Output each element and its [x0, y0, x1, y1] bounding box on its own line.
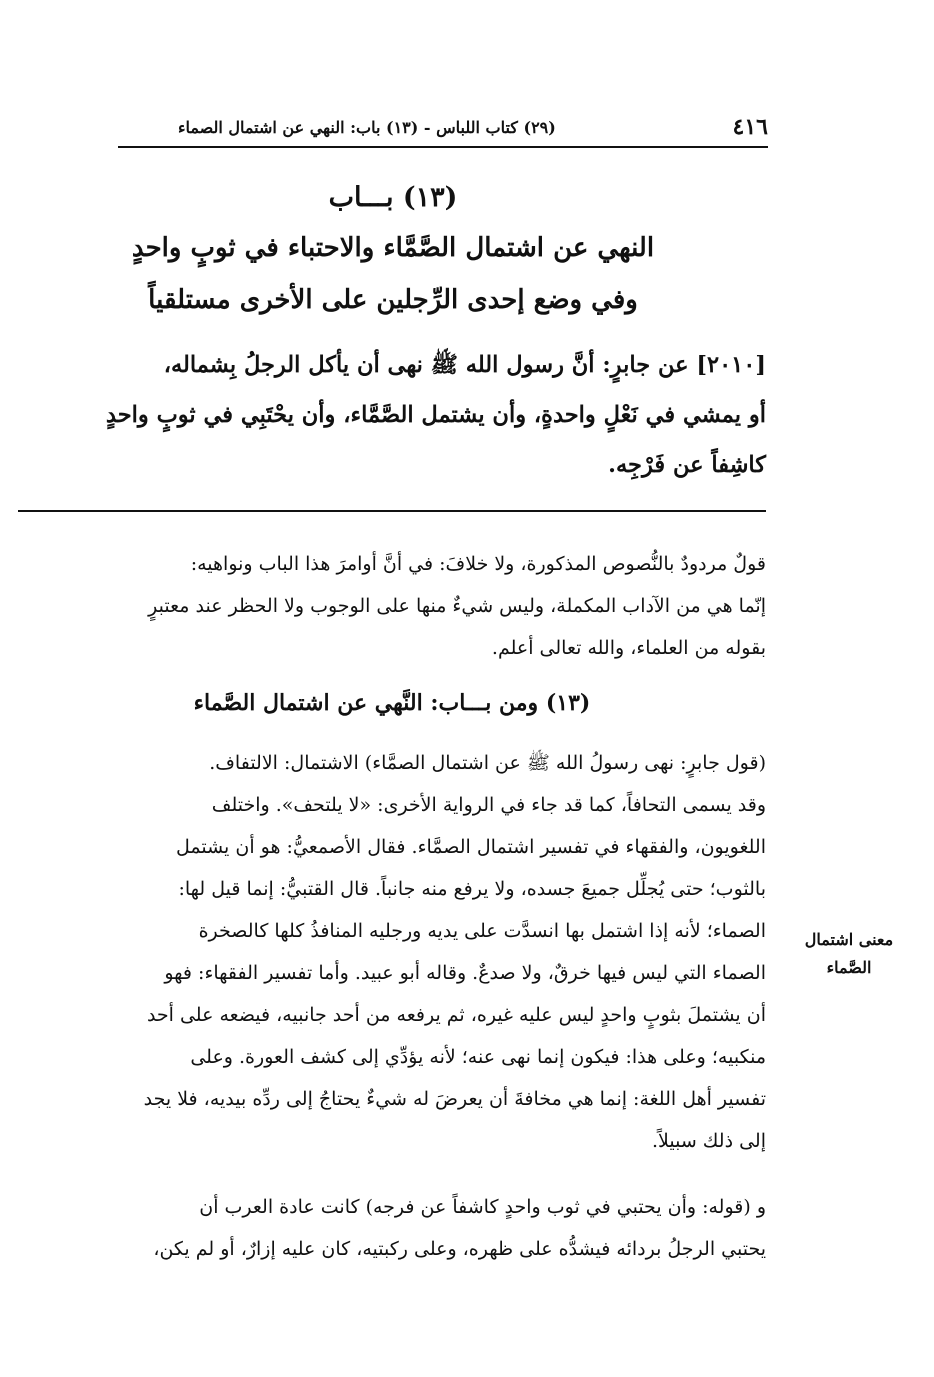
hadith-line: [٢٠١٠] عن جابرٍ: أنَّ رسول الله ﷺ نهى أن يأكل الرجلُ بِشماله،	[163, 352, 766, 378]
margin-note	[774, 926, 924, 982]
commentary-line: إلى ذلك سبيلاً.	[651, 1130, 766, 1152]
hadith-line: كاشِفاً عن فَرْجِه.	[608, 452, 766, 478]
chapter-heading	[18, 174, 768, 326]
commentary-line: بقوله من العلماء، والله تعالى أعلم.	[491, 637, 766, 659]
chapter-number: (١٣) بـــاب	[328, 182, 458, 213]
page-number: ٤١٦	[732, 114, 768, 140]
running-title: (٢٩) كتاب اللباس - (١٣) باب: النهي عن اشتمال الصماء	[178, 118, 556, 137]
commentary-line: يحتبي الرجلُ بردائه فيشدُّه على ظهره، وعلى ركبتيه، كان عليه إزارٌ، أو لم يكن،	[153, 1238, 766, 1260]
commentary-line: تفسير أهل اللغة: إنما هي مخافةَ أن يعرضَ له شيءٌ يحتاجُ إلى ردِّه بيديه، فلا يجد	[143, 1088, 766, 1110]
commentary-line: اللغويون، والفقهاء في تفسير اشتمال الصمَّاء. فقال الأصمعيُّ: هو أن يشتمل	[176, 836, 766, 858]
section-divider	[18, 510, 766, 512]
commentary-line: الصماء التي ليس فيها خرقٌ، ولا صدعٌ. وقاله أبو عبيد. وأما تفسير الفقهاء: فهو	[164, 962, 766, 984]
commentary-line: أن يشتملَ بثوبٍ واحدٍ ليس عليه غيره، ثم يرفعه من أحد جانبيه، فيضعه على أحد	[146, 1004, 766, 1026]
commentary-line: منكبيه؛ وعلى هذا: فيكون إنما نهى عنه؛ لأنه يؤدِّي إلى كشف العورة. وعلى	[190, 1046, 766, 1068]
commentary-line: بالثوب؛ حتى يُجلِّل جميعَ جسده، ولا يرفع منه جانباً. قال القتبيُّ: إنما قيل لها:	[178, 878, 766, 900]
running-header	[118, 112, 768, 148]
hadith-text	[18, 340, 766, 490]
commentary-explanation	[18, 742, 766, 1162]
commentary-line: (قول جابرٍ: نهى رسولُ الله ﷺ عن اشتمال الصمَّاء) الاشتمال: الالتفاف.	[209, 752, 766, 774]
section-heading: (١٣) ومن بـــاب: النَّهي عن اشتمال الصَّماء	[193, 690, 591, 716]
commentary-final	[18, 1186, 766, 1270]
commentary-continuation	[18, 543, 766, 669]
commentary-line: قولٌ مردودٌ بالنُّصوص المذكورة، ولا خلافَ: في أنَّ أوامرَ هذا الباب ونواهيه:	[190, 553, 766, 575]
margin-note-line: الصَّماء	[826, 958, 872, 977]
commentary-line: إنّما هي من الآداب المكملة، وليس شيءٌ منها على الوجوب ولا الحظر عند معتبرٍ	[148, 595, 766, 617]
commentary-line: وقد يسمى التحافاً، كما قد جاء في الرواية الأخرى: «لا يلتحف». واختلف	[211, 794, 766, 816]
commentary-line: الصماء؛ لأنه إذا اشتمل بها انسدَّت على يديه ورجليه المنافذُ كلها كالصخرة	[198, 920, 766, 942]
commentary-line: و (قوله: وأن يحتبي في ثوب واحدٍ كاشفاً عن فرجه) كانت عادة العرب أن	[199, 1196, 766, 1218]
chapter-title-line-1: النهي عن اشتمال الصَّمَّاء والاحتباء في ثوبٍ واحدٍ	[131, 233, 655, 263]
chapter-title-line-2: وفي وضع إحدى الرِّجلين على الأخرى مستلقياً	[148, 285, 638, 315]
hadith-line: أو يمشي في نَعْلٍ واحدةٍ، وأن يشتمل الصَّمَّاء، وأن يحْتَبِي في ثوبٍ واحدٍ	[105, 402, 766, 428]
margin-note-line: معنى اشتمال	[804, 930, 894, 949]
